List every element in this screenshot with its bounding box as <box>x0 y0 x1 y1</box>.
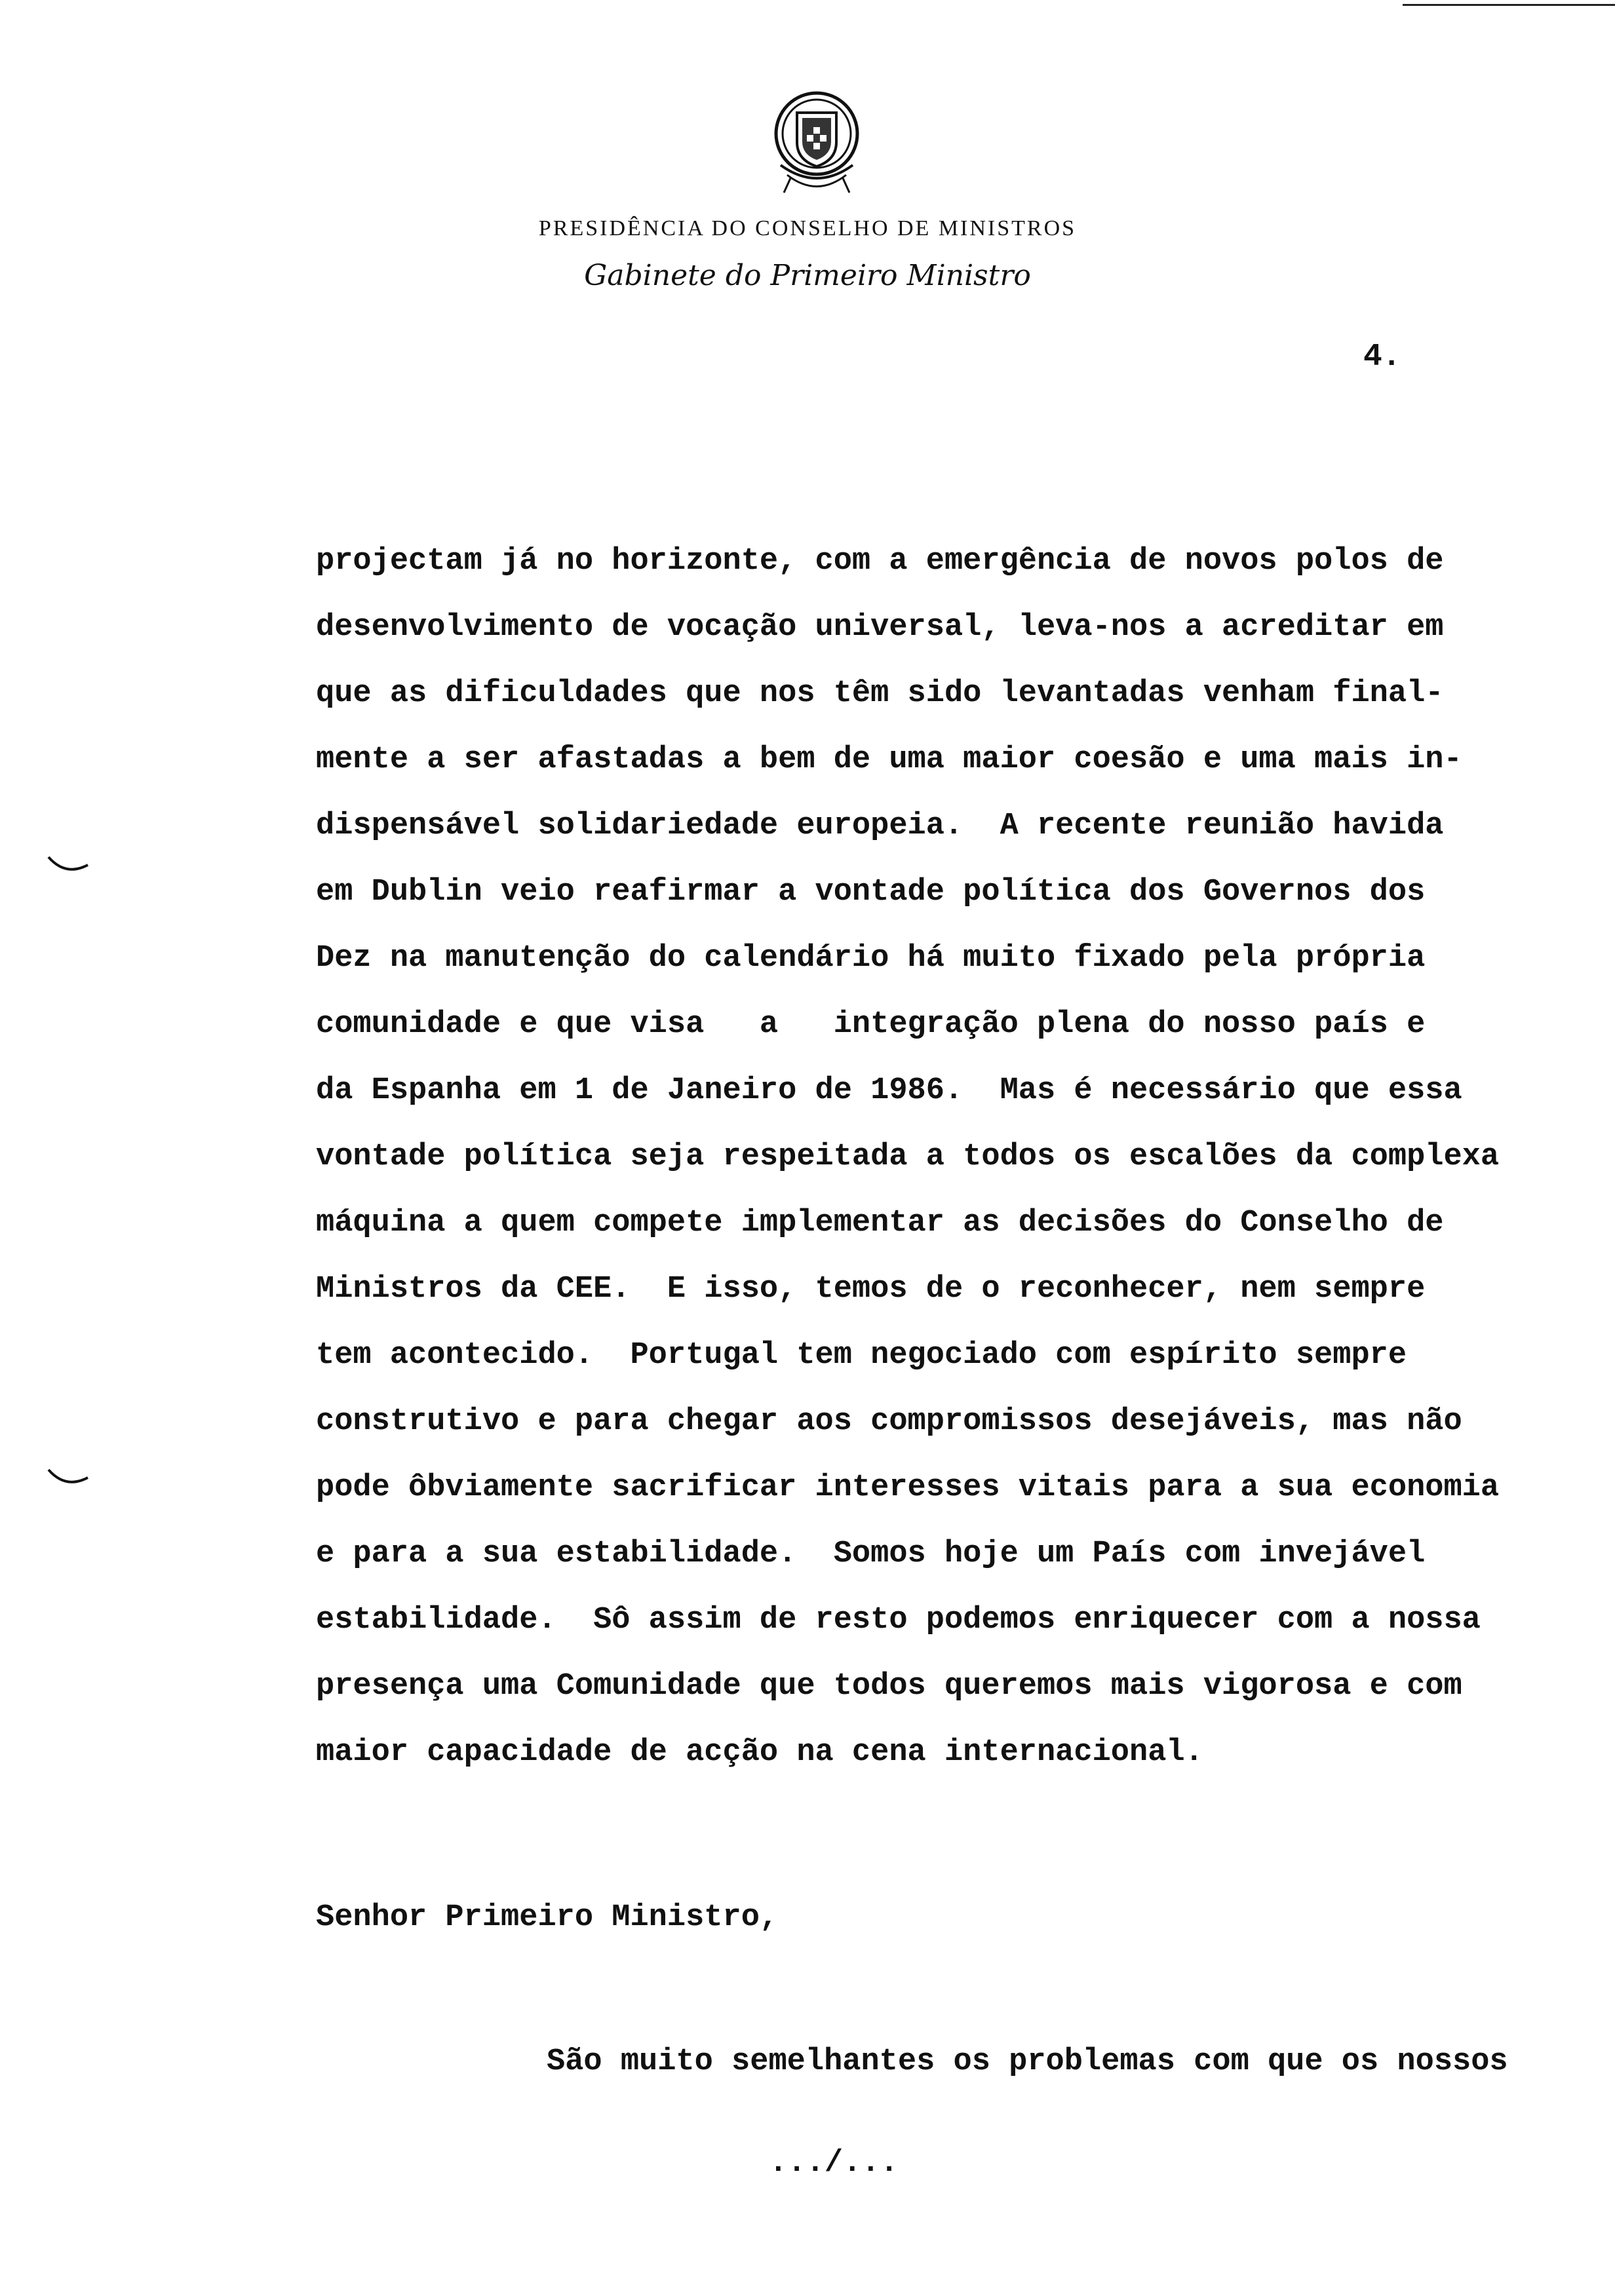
institution-title: PRESIDÊNCIA DO CONSELHO DE MINISTROS <box>538 216 1077 240</box>
body-line: pode ôbviamente sacrificar interesses vitais para a sua economia <box>316 1470 1500 1505</box>
body-line: máquina a quem compete implementar as decisões do Conselho de <box>316 1206 1444 1240</box>
office-subtitle: Gabinete do Primeiro Ministro <box>584 259 1031 292</box>
margin-check-icon <box>46 852 92 878</box>
body-line: desenvolvimento de vocação universal, leva-nos a acreditar em <box>316 610 1444 645</box>
body-line: tem acontecido. Portugal tem negociado com espírito sempre <box>316 1338 1407 1373</box>
continuation-marker: .../... <box>769 2146 899 2181</box>
body-line: que as dificuldades que nos têm sido levantadas venham final- <box>316 676 1444 711</box>
body-line: estabilidade. Sô assim de resto podemos enriquecer com a nossa <box>316 1603 1481 1637</box>
body-line: da Espanha em 1 de Janeiro de 1986. Mas é necessário que essa <box>316 1073 1462 1108</box>
body-line: presença uma Comunidade que todos queremos mais vigorosa e com <box>316 1669 1462 1704</box>
body-line: comunidade e que visa a integração plena do nosso país e <box>316 1007 1426 1042</box>
body-line: maior capacidade de acção na cena internacional. <box>316 1735 1203 1770</box>
coat-of-arms-icon <box>761 86 872 204</box>
top-edge-rule <box>1403 4 1615 6</box>
body-line: vontade política seja respeitada a todos os escalões da complexa <box>316 1139 1500 1174</box>
body-line: Ministros da CEE. E isso, temos de o reconhecer, nem sempre <box>316 1272 1426 1307</box>
body-line: em Dublin veio reafirmar a vontade política dos Governos dos <box>316 875 1426 909</box>
closing-paragraph-start: São muito semelhantes os problemas com que os nossos <box>547 2044 1508 2079</box>
body-line: Dez na manutenção do calendário há muito fixado pela própria <box>316 941 1426 976</box>
margin-check-icon <box>46 1464 92 1491</box>
body-line: projectam já no horizonte, com a emergência de novos polos de <box>316 544 1444 579</box>
body-line: dispensável solidariedade europeia. A recente reunião havida <box>316 809 1444 843</box>
salutation: Senhor Primeiro Ministro, <box>316 1900 779 1935</box>
body-line: e para a sua estabilidade. Somos hoje um País com invejável <box>316 1537 1426 1571</box>
body-line: mente a ser afastadas a bem de uma maior coesão e uma mais in- <box>316 742 1462 777</box>
letter-body <box>316 528 1581 1786</box>
body-line: construtivo e para chegar aos compromissos desejáveis, mas não <box>316 1404 1462 1439</box>
page-number: 4. <box>1363 339 1401 375</box>
